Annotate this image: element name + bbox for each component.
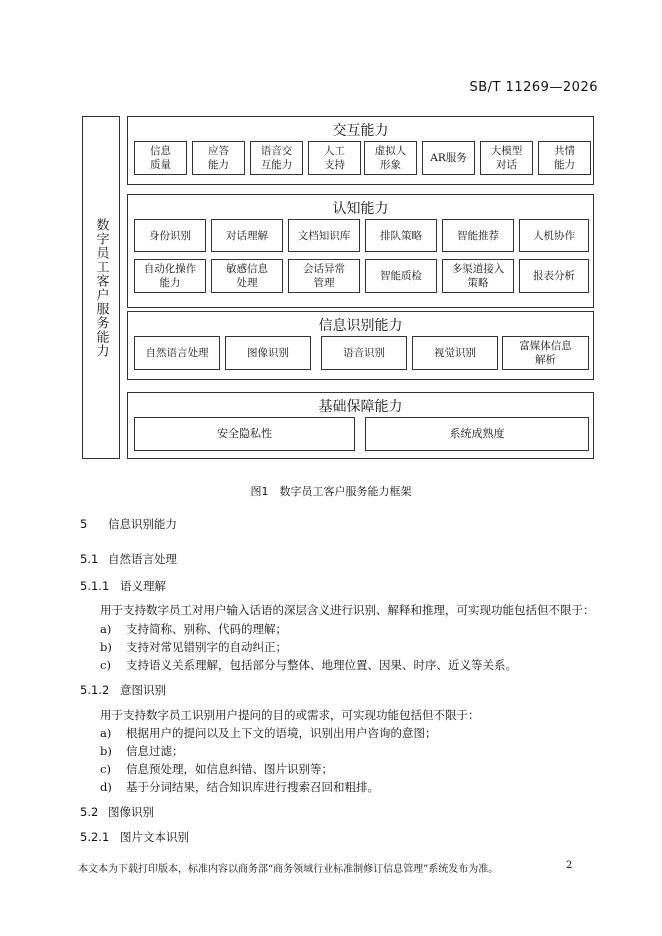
cell-report-analysis: 报表分析 (519, 259, 589, 293)
cell-ar-service: AR服务 (422, 141, 475, 175)
layer-title: 基础保障能力 (318, 399, 403, 415)
capability-framework-figure (82, 114, 594, 461)
list-item (100, 779, 379, 795)
section-title: 自然语言处理 (108, 552, 177, 566)
document-code: SB/T 11269—2026 (469, 80, 598, 95)
cell-response-ability: 应答 能力 (192, 141, 245, 175)
page-number: 2 (566, 860, 573, 871)
list-text: 信息过滤； (126, 744, 184, 758)
cell-sensitive-info: 敏感信息 处理 (211, 259, 283, 293)
list-marker: a) (100, 622, 112, 636)
cell-llm-dialog: 大模型 对话 (480, 141, 533, 175)
cell-session-anomaly: 会话异常 管理 (288, 259, 360, 293)
layer-title: 交互能力 (332, 123, 389, 139)
cell-human-machine: 人机协作 (519, 219, 589, 252)
section-number: 5 (80, 517, 88, 531)
section-5-heading (80, 516, 177, 532)
list-item (100, 621, 287, 637)
layer-cognition (127, 194, 594, 308)
side-label-box (82, 116, 120, 459)
layer-interaction (127, 116, 594, 185)
section-5-1-heading (80, 551, 177, 567)
paragraph-5-1-1: 用于支持数字员工对用户输入话语的深层含义进行识别、解释和推理，可实现功能包括但不限于： (100, 603, 595, 617)
list-text: 支持语义关系理解，包括部分与整体、地理位置、因果、时序、近义等关系。 (126, 658, 517, 672)
cell-speech-recognition: 语音识别 (321, 336, 407, 370)
list-text: 根据用户的提问以及上下文的语境，识别出用户咨询的意图； (126, 726, 437, 740)
list-marker: b) (100, 744, 112, 758)
section-title: 图像识别 (108, 805, 154, 819)
section-number: 5.2.1 (80, 830, 110, 844)
list-marker: d) (100, 780, 112, 794)
cell-identity: 身份识别 (134, 219, 206, 252)
footer-notice: 本文本为下载打印版本，标准内容以商务部“商务领域行业标准制修订信息管理”系统发布为准。 (78, 864, 499, 875)
section-number: 5.1 (80, 552, 99, 566)
figure-caption: 图1 数字员工客户服务能力框架 (250, 485, 412, 498)
side-label: 数字员工客户服务能力 (93, 217, 109, 358)
layer-info-recognition (127, 311, 594, 380)
cell-image-recognition: 图像识别 (225, 336, 311, 370)
paragraph-5-1-2: 用于支持数字员工识别用户提问的目的或需求，可实现功能包括但不限于： (100, 708, 480, 722)
cell-doc-kb: 文档知识库 (288, 219, 360, 252)
cell-rich-media: 富媒体信息 解析 (502, 336, 589, 370)
cell-automation: 自动化操作 能力 (134, 259, 206, 293)
list-text: 基于分词结果，结合知识库进行搜索召回和粗排。 (126, 780, 379, 794)
cell-smart-recommend: 智能推荐 (442, 219, 514, 252)
section-number: 5.2 (80, 805, 99, 819)
list-item (100, 657, 517, 673)
cell-info-quality: 信息 质量 (134, 141, 187, 175)
cell-security-privacy: 安全隐私性 (134, 417, 355, 451)
section-number: 5.1.1 (80, 579, 110, 593)
list-marker: a) (100, 726, 112, 740)
section-number: 5.1.2 (80, 683, 110, 697)
section-title: 语义理解 (120, 579, 166, 593)
list-text: 支持对常见错别字的自动纠正； (126, 640, 287, 654)
layer-title: 信息识别能力 (318, 318, 403, 334)
list-text: 信息预处理，如信息纠错、图片识别等； (126, 762, 333, 776)
cell-virtual-avatar: 虚拟人 形象 (364, 141, 417, 175)
cell-nlp: 自然语言处理 (134, 336, 220, 370)
list-item (100, 761, 333, 777)
list-item (100, 725, 437, 741)
layer-title: 认知能力 (332, 201, 389, 217)
section-5-1-2-heading (80, 682, 166, 698)
list-text: 支持简称、别称、代码的理解； (126, 622, 287, 636)
section-5-2-1-heading (80, 829, 189, 845)
list-marker: b) (100, 640, 112, 654)
cell-multichannel: 多渠道接入 策略 (442, 259, 514, 293)
section-title: 意图识别 (120, 683, 166, 697)
cell-queue-strategy: 排队策略 (365, 219, 437, 252)
section-title: 图片文本识别 (120, 830, 189, 844)
list-marker: c) (100, 762, 111, 776)
layer-foundation (127, 392, 594, 459)
list-item (100, 639, 287, 655)
cell-empathy: 共情 能力 (538, 141, 591, 175)
cell-smart-qc: 智能质检 (365, 259, 437, 293)
section-5-1-1-heading (80, 578, 166, 594)
section-title: 信息识别能力 (108, 517, 177, 531)
cell-system-maturity: 系统成熟度 (365, 417, 589, 451)
cell-human-support: 人工 支持 (308, 141, 361, 175)
section-5-2-heading (80, 804, 154, 820)
list-item (100, 743, 184, 759)
cell-voice-interaction: 语音交 互能力 (250, 141, 303, 175)
list-marker: c) (100, 658, 111, 672)
cell-dialog-understanding: 对话理解 (211, 219, 283, 252)
cell-visual-recognition: 视觉识别 (412, 336, 498, 370)
